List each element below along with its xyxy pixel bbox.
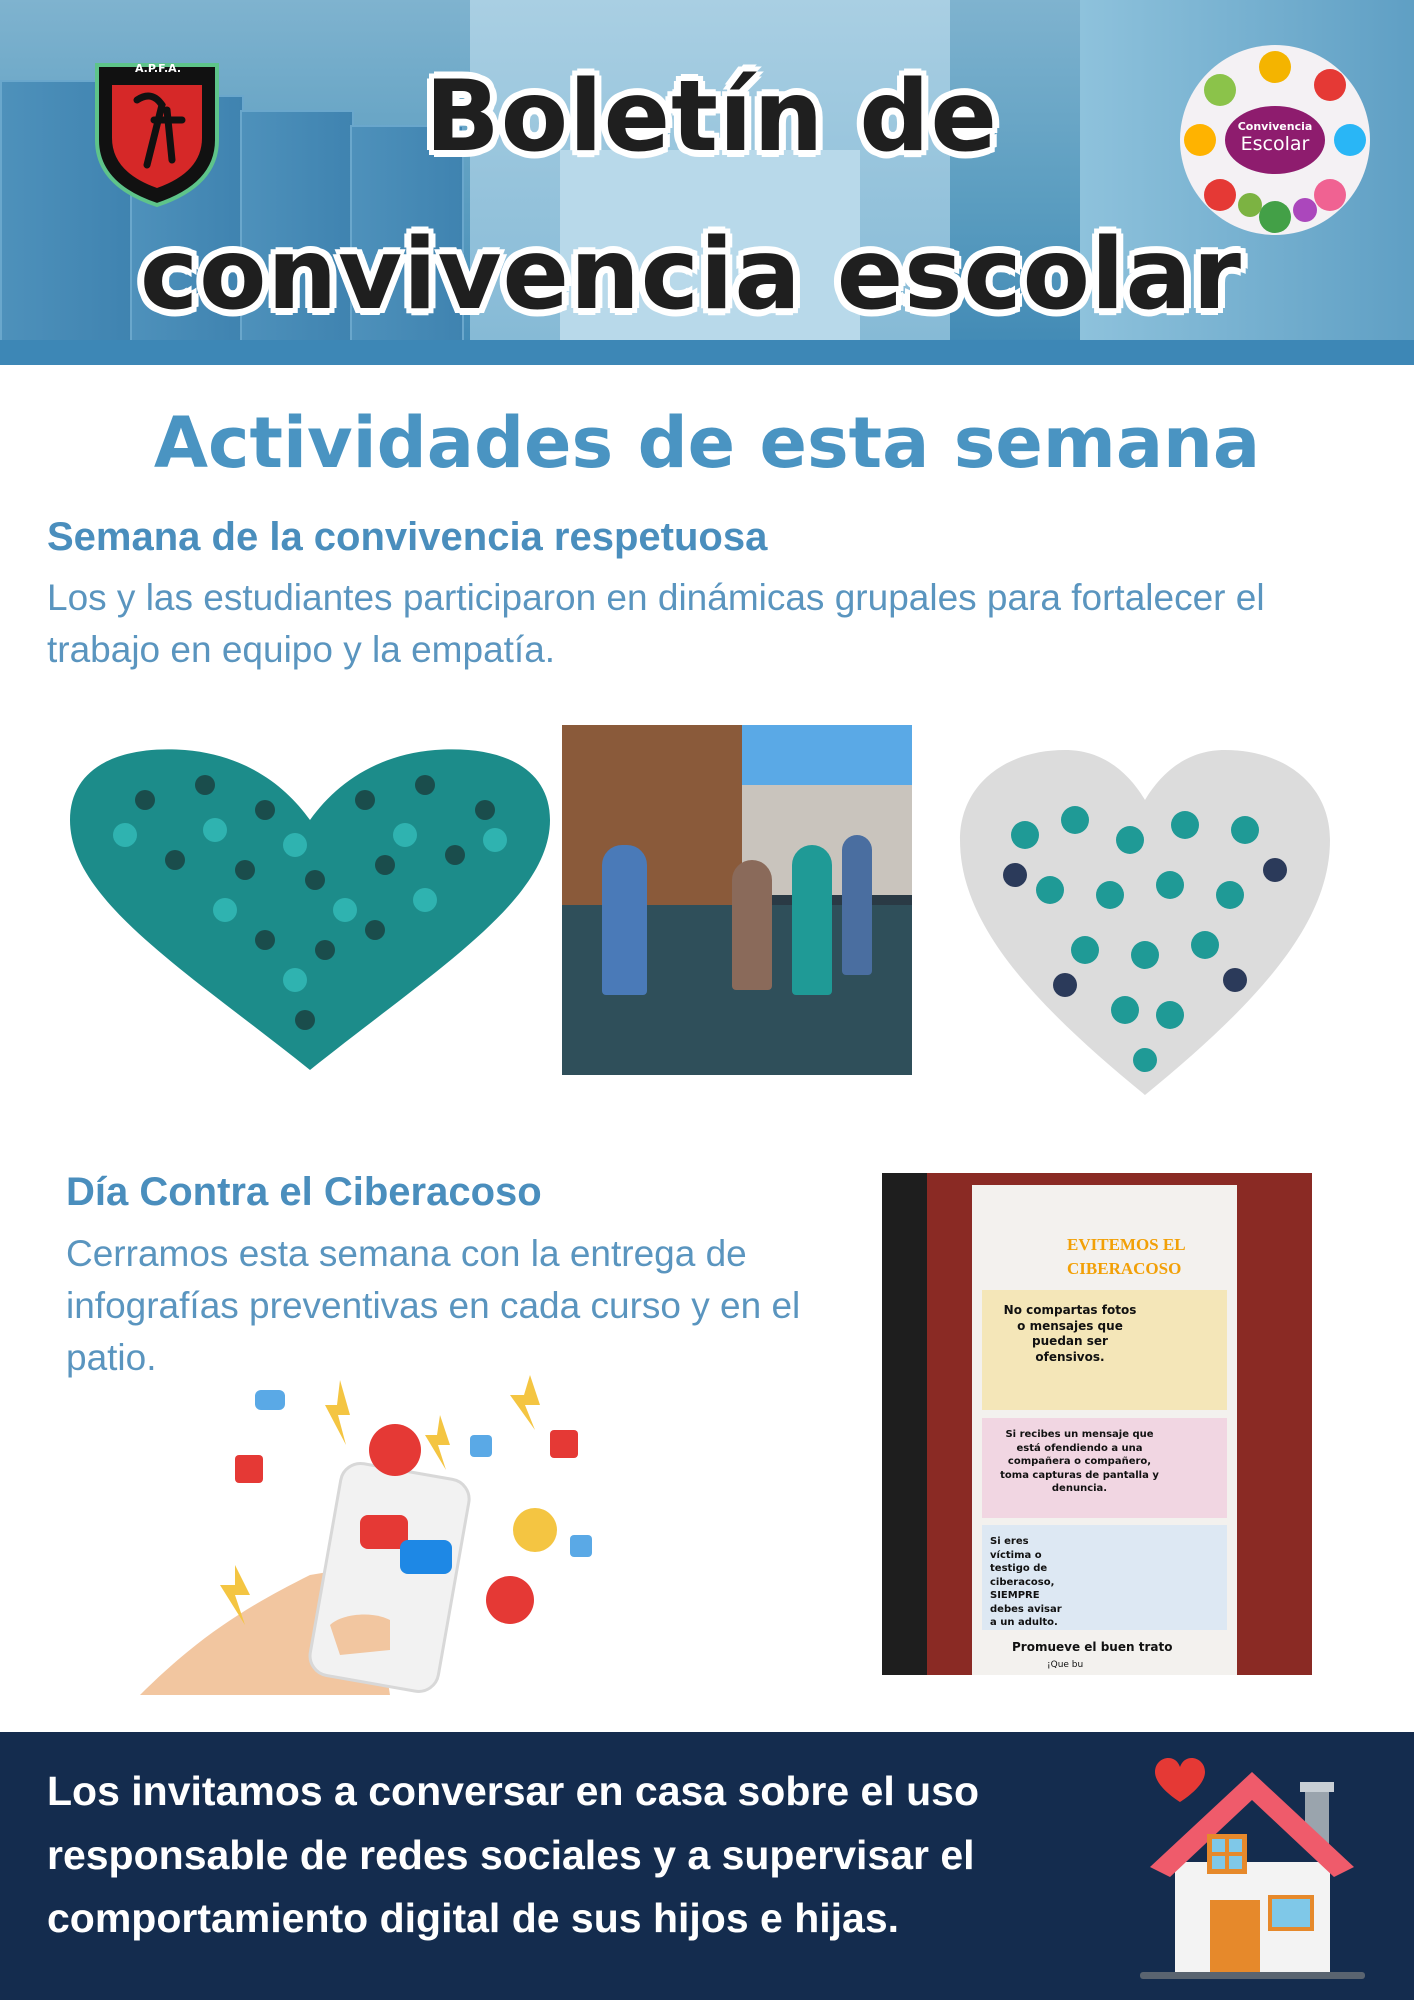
poster-item-1: No compartas fotos o mensajes que puedan ser ofensivos. — [1003, 1303, 1137, 1364]
poster-item-2: Si recibes un mensaje que está ofendiendo a una compañera o compañero, toma capturas de pantalla y denuncia. — [1000, 1429, 1159, 1494]
convivencia-logo-line2: Escolar — [1240, 133, 1310, 155]
person — [842, 835, 872, 975]
poster-title-line1: EVITEMOS EL — [1067, 1235, 1186, 1254]
section2-title: Día Contra el Ciberacoso — [66, 1170, 542, 1214]
footer-banner — [0, 1732, 1414, 2000]
convivencia-logo — [1180, 45, 1370, 235]
door-frame — [882, 1173, 927, 1675]
footer-message: Los invitamos a conversar en casa sobre el uso responsable de redes sociales y a supervisar el comportamiento digital de sus hijos e hijas. — [47, 1768, 980, 1942]
heart-staff-photo — [955, 745, 1335, 1100]
poster-title-line2: CIBERACOSO — [1067, 1259, 1182, 1278]
activities-heading: Actividades de esta semana — [153, 402, 1261, 484]
school-logo-text: A.P.F.A. — [134, 62, 182, 75]
section2-body: Cerramos esta semana con la entrega de infografías preventivas en cada curso y en el patio. — [66, 1233, 801, 1378]
building-wall — [562, 725, 742, 905]
section1-body: Los y las estudiantes participaron en dinámicas grupales para fortalecer el trabajo en equipo y la empatía. — [47, 577, 1265, 670]
cyberbullying-phone-illustration — [140, 1375, 610, 1695]
person — [792, 845, 832, 995]
sky — [742, 725, 912, 785]
header-strip — [0, 340, 1414, 365]
header-banner — [0, 0, 1414, 365]
schoolyard-photo — [562, 725, 912, 1075]
school-crest-icon — [92, 60, 222, 210]
person — [602, 845, 647, 995]
poster-bubble: ¡Que bu — [1047, 1660, 1084, 1670]
section1-title: Semana de la convivencia respetuosa — [47, 515, 768, 559]
heart-formation-photo — [65, 740, 555, 1080]
title-line-2: convivencia escolar — [140, 218, 1242, 332]
person — [732, 860, 772, 990]
poster-item-4: Promueve el buen trato — [1012, 1640, 1173, 1654]
house-heart-icon — [1135, 1752, 1370, 1982]
poster — [972, 1185, 1237, 1675]
poster-item-3: Si eres víctima o testigo de ciberacoso, SIEMPRE debes avisar a un adulto. — [990, 1536, 1062, 1628]
convivencia-logo-line1: Convivencia — [1237, 120, 1313, 133]
title-line-1: Boletín de — [425, 60, 999, 174]
ciberacoso-poster-photo — [882, 1173, 1312, 1675]
